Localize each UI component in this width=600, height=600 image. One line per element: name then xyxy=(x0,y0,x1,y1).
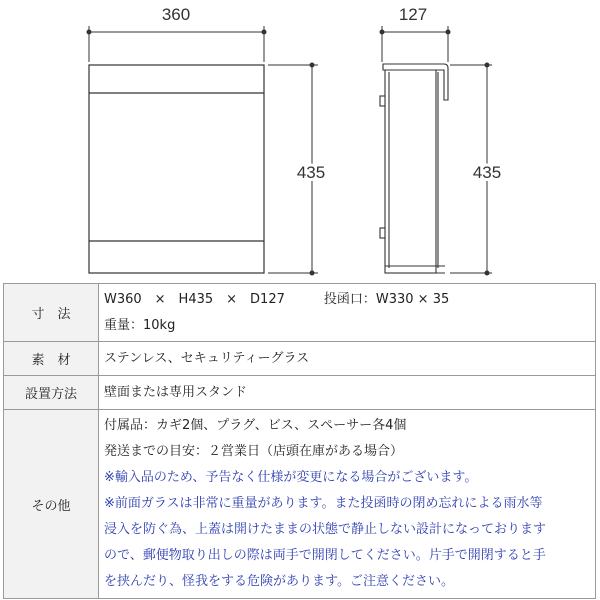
spec-line: 付属品：カギ2個、プラグ、ビス、スペーサー各4個 xyxy=(104,418,407,433)
spec-line: ステンレス、セキュリティーグラス xyxy=(104,350,310,366)
spec-line: 発送までの目安：２営業日（店頭在庫がある場合） xyxy=(104,444,404,459)
front-height-label: 435 xyxy=(296,163,326,182)
spec-table xyxy=(3,283,596,599)
front-view xyxy=(89,65,264,273)
spec-note-line: を挟んだり、怪我をする危険があります。ご注意ください。 xyxy=(104,574,454,589)
spec-label-installation: 設置方法 xyxy=(4,376,99,410)
spec-value-dimensions xyxy=(99,284,596,342)
spec-line: W360 × H435 × D127 投函口：W330 × 35 xyxy=(104,291,450,307)
spec-value-other xyxy=(99,410,596,599)
spec-note-line: ※輸入品のため、予告なく仕様が変更になる場合がございます。 xyxy=(104,470,478,485)
spec-label-other: その他 xyxy=(4,410,99,599)
dimension-drawing xyxy=(0,0,600,282)
spec-label-material: 素 材 xyxy=(4,342,99,376)
spec-row-material xyxy=(4,342,596,376)
spec-note-line: 浸入を防ぐ為、上蓋は開けたままの状態で静止しない設計になっております xyxy=(104,522,547,537)
spec-value-installation xyxy=(99,376,596,410)
spec-note-line: ※前面ガラスは非常に重量があります。また投函時の閉め忘れによる雨水等 xyxy=(104,496,543,511)
front-width-label: 360 xyxy=(161,5,191,24)
spec-label-dimensions: 寸 法 xyxy=(4,284,99,342)
spec-line: 壁面または専用スタンド xyxy=(104,384,248,400)
spec-row-other xyxy=(4,410,596,599)
spec-row-dimensions xyxy=(4,284,596,342)
side-depth-dimension xyxy=(380,26,450,62)
spec-row-installation xyxy=(4,376,596,410)
front-width-dimension xyxy=(87,26,266,62)
side-view xyxy=(380,64,448,273)
side-depth-label: 127 xyxy=(398,5,428,24)
spec-line: 重量：10kg xyxy=(104,317,176,333)
spec-value-material xyxy=(99,342,596,376)
spec-note-line: ので、郵便物取り出しの際は両手で開閉してください。片手で開閉すると手 xyxy=(104,548,546,563)
side-height-label: 435 xyxy=(472,163,502,182)
